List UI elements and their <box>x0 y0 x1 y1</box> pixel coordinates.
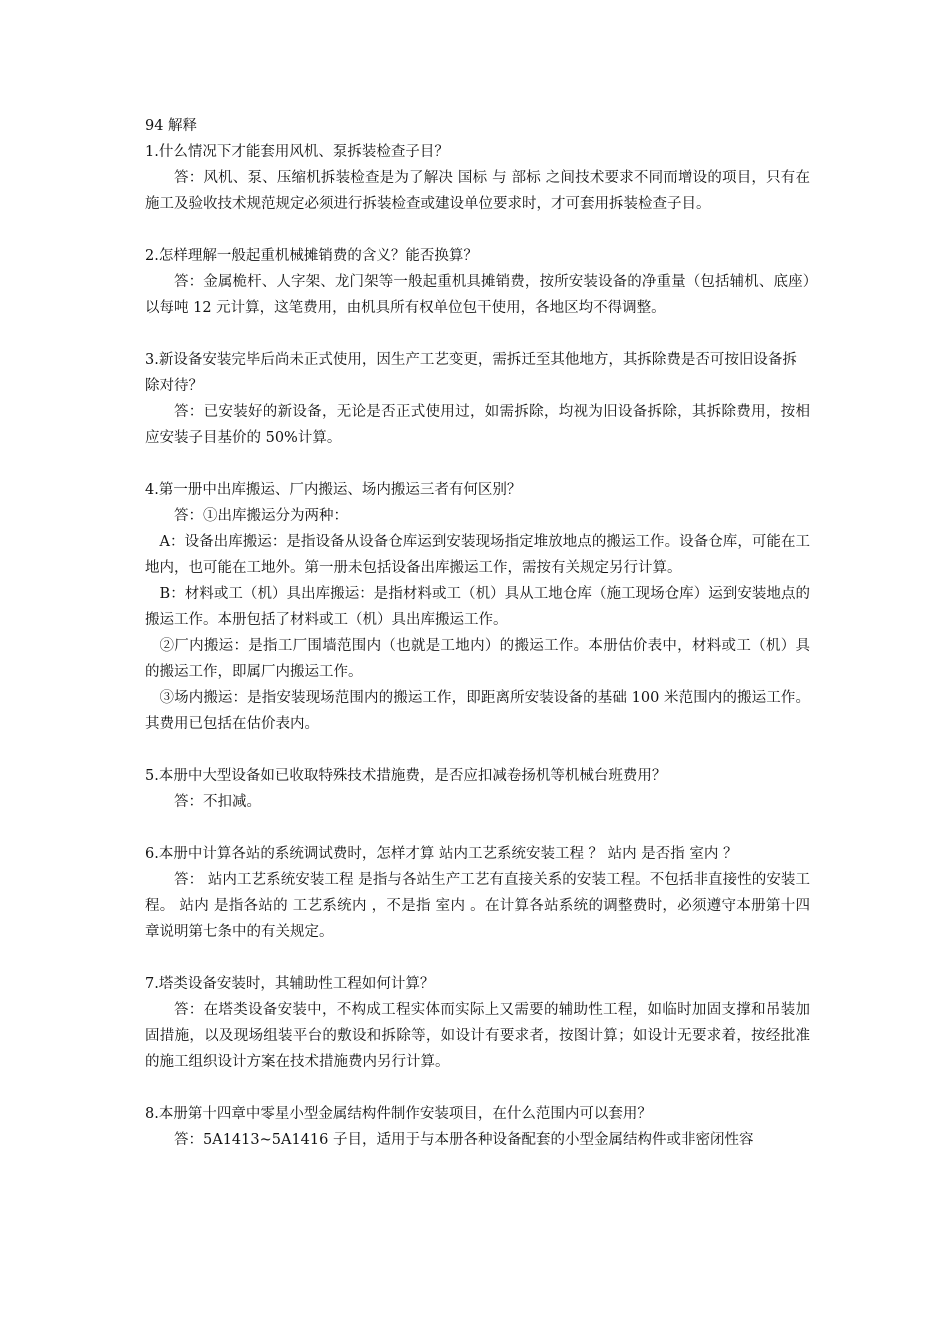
question-4: 4.第一册中出库搬运、厂内搬运、场内搬运三者有何区别？ <box>145 482 522 498</box>
document-page <box>145 113 810 1179</box>
answer-7: 答：在塔类设备安装中，不构成工程实体而实际上又需要的辅助性工程，如临时加固支撑和吊装加固措施，以及现场组装平台的敷设和拆除等，如设计有要求者，按图计算；如设计无要求着，按经批准的施工组织设计方案在技术措施费内另行计算。 <box>145 1002 810 1070</box>
question-6: 6.本册中计算各站的系统调试费时，怎样才算 站内工艺系统安装工程 ？ 站内 是否指 室内 ？ <box>145 846 738 862</box>
qa-item-3 <box>145 347 810 451</box>
answer-4-part-b: B：材料或工（机）具出库搬运：是指材料或工（机）具从工地仓库（施工现场仓库）运到安装地点的搬运工作。本册包括了材料或工（机）具出库搬运工作。 <box>145 586 810 628</box>
answer-6: 答： 站内工艺系统安装工程 是指与各站生产工艺有直接关系的安装工程。不包括非直接性的安装工程。 站内 是指各站的 工艺系统内 ，不是指 室内 。在计算各站系统的调整费时，必须遵守本册第十四章说明第七条中的有关规定。 <box>145 872 810 940</box>
qa-item-5 <box>145 763 810 815</box>
answer-8: 答：5A1413~5A1416 子目，适用于与本册各种设备配套的小型金属结构件或非密闭性容 <box>174 1132 754 1148</box>
question-5: 5.本册中大型设备如已收取特殊技术措施费，是否应扣减卷扬机等机械台班费用？ <box>145 768 667 784</box>
answer-4-part-3: ③场内搬运：是指安装现场范围内的搬运工作，即距离所安装设备的基础 100 米范围内的搬运工作。其费用已包括在估价表内。 <box>145 690 810 732</box>
answer-2: 答：金属桅杆、人字架、龙门架等一般起重机具摊销费，按所安装设备的净重量（包括辅机、底座）以每吨 12 元计算，这笔费用，由机具所有权单位包干使用，各地区均不得调整。 <box>145 274 810 316</box>
answer-5: 答：不扣减。 <box>174 794 261 810</box>
qa-item-1 <box>145 139 810 217</box>
answer-4-intro: 答：①出库搬运分为两种： <box>174 508 348 524</box>
qa-item-7 <box>145 971 810 1075</box>
qa-item-6 <box>145 841 810 945</box>
qa-item-8 <box>145 1101 810 1153</box>
qa-item-2 <box>145 243 810 321</box>
answer-4-part-2: ②厂内搬运：是指工厂围墙范围内（也就是工地内）的搬运工作。本册估价表中，材料或工（机）具的搬运工作，即属厂内搬运工作。 <box>145 638 810 680</box>
question-2: 2.怎样理解一般起重机械摊销费的含义？能否换算？ <box>145 248 478 264</box>
question-3: 3.新设备安装完毕后尚未正式使用，因生产工艺变更，需拆迁至其他地方，其拆除费是否可按旧设备拆除对待？ <box>145 352 797 394</box>
document-title: 94 解释 <box>145 118 198 134</box>
question-1: 1.什么情况下才能套用风机、泵拆装检查子目？ <box>145 144 449 160</box>
question-8: 8.本册第十四章中零星小型金属结构件制作安装项目，在什么范围内可以套用？ <box>145 1106 652 1122</box>
answer-1: 答：风机、泵、压缩机拆装检查是为了解决 国标 与 部标 之间技术要求不同而增设的项目，只有在施工及验收技术规范规定必须进行拆装检查或建设单位要求时，才可套用拆装检查子目。 <box>145 170 810 212</box>
answer-4-part-a: A：设备出库搬运：是指设备从设备仓库运到安装现场指定堆放地点的搬运工作。设备仓库，可能在工地内，也可能在工地外。第一册未包括设备出库搬运工作，需按有关规定另行计算。 <box>145 534 810 576</box>
question-7: 7.塔类设备安装时，其辅助性工程如何计算？ <box>145 976 435 992</box>
answer-3: 答：已安装好的新设备，无论是否正式使用过，如需拆除，均视为旧设备拆除，其拆除费用，按相应安装子目基价的 50%计算。 <box>145 404 810 446</box>
qa-item-4 <box>145 477 810 737</box>
